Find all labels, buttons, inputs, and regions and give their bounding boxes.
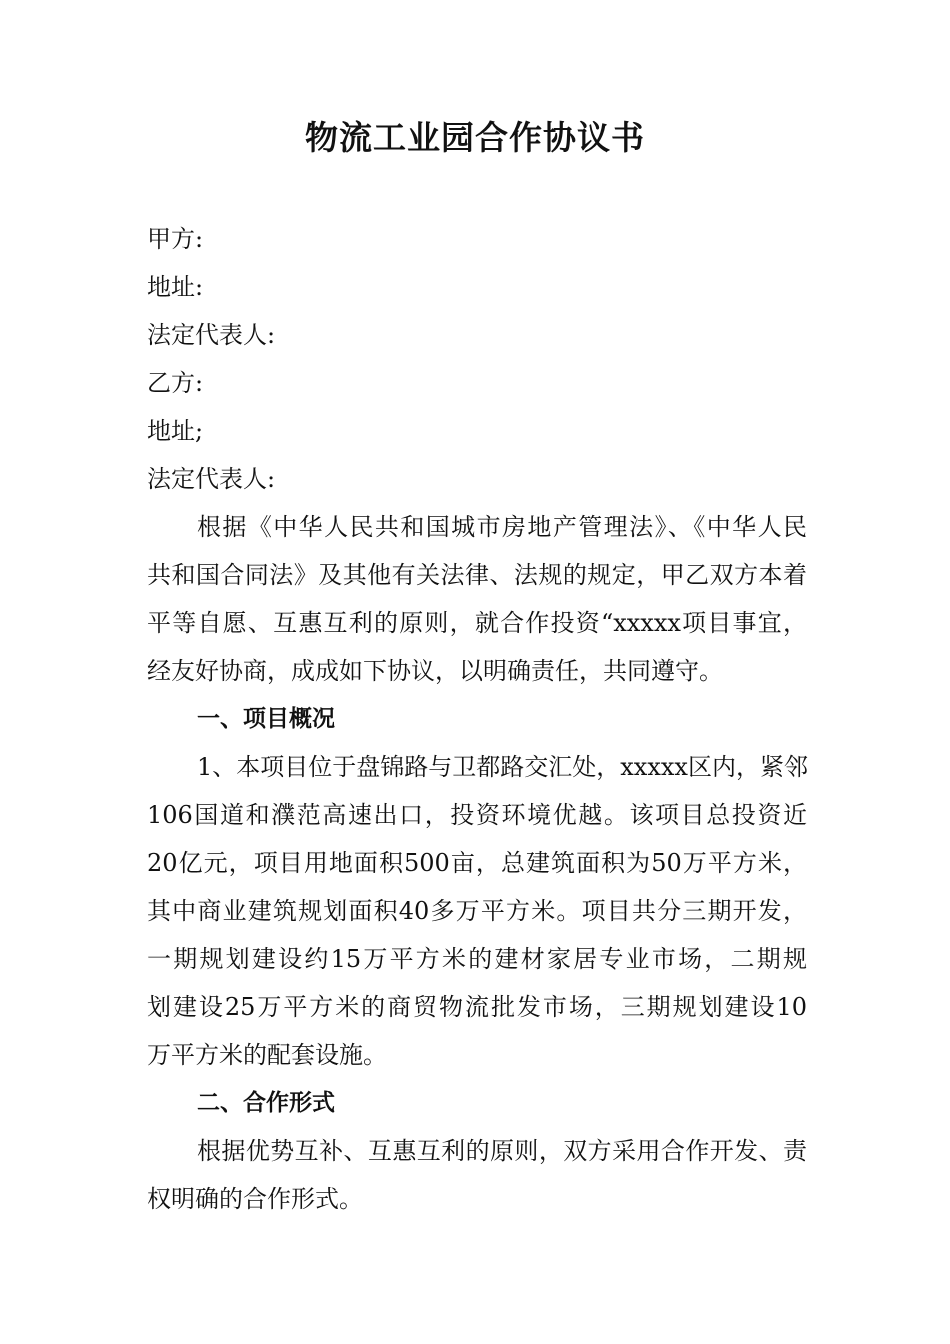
section-1-line: 万平方米的配套设施。 bbox=[147, 1041, 387, 1069]
section-1-line: 1、本项目位于盘锦路与卫都路交汇处，xxxxx区内，紧邻 bbox=[197, 753, 808, 781]
party-b-address-label: 地址; bbox=[147, 417, 204, 445]
preamble-line: 平等自愿、互惠互利的原则，就合作投资“xxxxx项目事宜， bbox=[147, 609, 807, 637]
document-title: 物流工业园合作协议书 bbox=[305, 118, 645, 157]
party-a-name-label: 甲方: bbox=[147, 225, 204, 253]
section-1-heading: 一、项目概况 bbox=[197, 706, 335, 732]
section-2-heading: 二、合作形式 bbox=[197, 1090, 335, 1116]
party-a-address-label: 地址: bbox=[147, 273, 204, 301]
party-b-name-label: 乙方: bbox=[147, 369, 204, 397]
preamble-line: 根据《中华人民共和国城市房地产管理法》、《中华人民 bbox=[197, 513, 807, 541]
section-1-line: 20亿元，项目用地面积500亩，总建筑面积为50万平方米， bbox=[147, 849, 807, 877]
section-1-line: 其中商业建筑规划面积40多万平方米。项目共分三期开发， bbox=[147, 897, 807, 925]
party-b-representative-label: 法定代表人: bbox=[147, 465, 276, 493]
section-1-line: 一期规划建设约15万平方米的建材家居专业市场，二期规 bbox=[147, 945, 807, 973]
section-1-line: 106国道和濮范高速出口，投资环境优越。该项目总投资近 bbox=[147, 801, 807, 829]
preamble-line: 共和国合同法》及其他有关法律、法规的规定，甲乙双方本着 bbox=[147, 561, 807, 589]
section-1-line: 划建设25万平方米的商贸物流批发市场，三期规划建设10 bbox=[147, 993, 807, 1021]
preamble-line: 经友好协商，成成如下协议，以明确责任，共同遵守。 bbox=[147, 657, 723, 685]
party-a-representative-label: 法定代表人: bbox=[147, 321, 276, 349]
section-2-line: 权明确的合作形式。 bbox=[147, 1185, 363, 1213]
section-2-line: 根据优势互补、互惠互利的原则，双方采用合作开发、责 bbox=[197, 1137, 807, 1165]
